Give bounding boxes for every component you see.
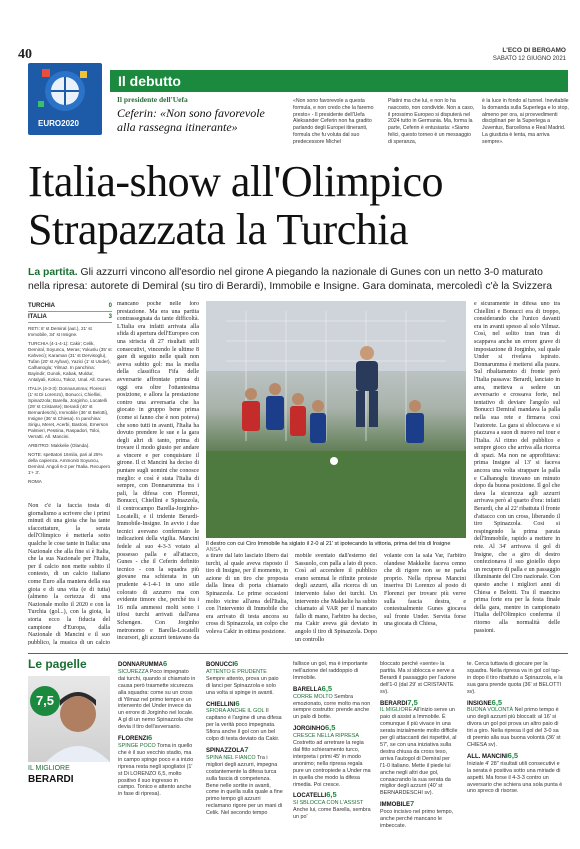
box-kicker: Il presidente dell'Uefa: [117, 95, 188, 104]
section-title: Il debutto: [118, 73, 181, 89]
lineup-turchia: TURCHIA (4-1-4-1): Cakir; Celik, Demiral, Soyuncu, Meras; Yokuslu (35' st Kahveci); Karaman (31' st Dervisoglu), Tufan (20' st Ayhan), Yazici (1' st Under), Calhanoglu; Yilmaz. In panchina: Bayindir, Gunok, Kabak, Muldur, Antalyali, Kokcu, Tokoz, Unal. All. Gunes.: [28, 341, 112, 382]
scorebox: [28, 301, 112, 485]
lineup-italia: ITALIA (4-3-3): Donnarumma; Florenzi (1' st Di Lorenzo), Bonucci, Chiellini, Spinazzola; Barella, Jorginho, Locatelli (29' st Cristante); Berardi (40' st Bernardeschi), Immobile (36' st Belotti), Insigne (36' st Chiesa). In panchina: Sirigu, Meret, Acerbi, Bastoni, Emerson Palmieri, Pessina, Raspadori, Toloi, Verratti. All. Mancini.: [28, 386, 109, 439]
team-row-italia: [28, 312, 112, 323]
photo-caption: [206, 541, 466, 553]
photo-credit: ANSA: [206, 547, 221, 553]
rating-entry: fallisce un gol, ma è importante nell'azione del raddoppio di Immobile.: [293, 661, 368, 681]
referee: ARBITRO: Makkelie (Olanda).: [28, 443, 90, 448]
rating-entry: bloccato perché «sente» la partita. Ma si sblocca e serve a Berardi il passaggio per l'azione dell'1-0 (dal 29' st CRISTANTE sv).: [380, 661, 457, 695]
match-photo-illustration: [206, 301, 466, 538]
standfirst: [28, 266, 558, 294]
ratings-column-5: [467, 661, 563, 841]
rating-entry: IMMOBILE7 Poco incisivo nel primo tempo, anche perché mancano le imbeccate.: [380, 799, 454, 829]
rating-entry: SPINAZZOLA7 SPINA NEL FIANCO Tra i migliori degli azzurri, impegna costantemente la difesa turca sulla fascia di competenza. Bene nelle sortite in avanti, come in quella sulla quale a fine primo tempo gli azzurri reclamano rigore per un mani di Celik. Nel secondo tempo: [206, 744, 283, 817]
headline-line-1: Italia-show all'Olimpico: [28, 157, 444, 206]
article-column-1: Non c'è la faccia tosta di giornalismo a scrivere che i primi minuti di una gioia che ha tante sfaccettature, la serata dell'Olimpico è metterla sotto qualche le cose tante in Italia: una Nazionale che alla fine si è Italia, che la sua Nazionale per l'Italia, per il calcio non mette subito il contesto, di un calcio italiano come Euro alla maniera della sua gioia e di una vita (e di tutta) (almeno la certezza di una Nazionale molto il 2020 e con la Turchia (gol...), con la gioia, la storia ecco la fiducia del campione d'Europa, dalla Nazionale di Mancini e il suo pubblico, la musica di un calcio: [28, 503, 110, 645]
team-score: 0: [108, 303, 112, 309]
rating-entry: CHIELLINI6 SFIORA ANCHE IL GOL Il capitano è l'argine di una difesa per la verità poco impegnata. Sfiora anche il gol con un bel colpo di testa deviato da Cakir.: [206, 698, 282, 743]
issue-date: SABATO 12 GIUGNO 2021: [492, 56, 566, 62]
ratings-column-3: [293, 661, 371, 841]
rating-entry: DONNARUMMA6 SICUREZZA Poco impegnato dai turchi, quando si chiamato in causa però trasmette sicurezza alla squadra: come su un cross di Yilmaz nel primo tempo e un intervento del Under invece da un errore di Jorginho nel locale. A gl di un nemo Spinazzola che devia il tiro dell'avversario.: [118, 661, 196, 731]
running-head: [493, 47, 566, 63]
rating-entry: BERARDI7,5 IL MIGLIORE All'inizio serve un paio di assist a Immobile. È comunque il più vivace in una serata inizialmente molto difficile per gli attaccanti dei rispettivi, al 57', se con una iniziativa sulla destra chiusa da cross teso, arriva l'autogol di Demiral per l'1-0 italiano. Mette il piede lui anche negli altri due gol, consacrando la sua serata da miglior degli azzurri (40' st BERNARDESCHI sv).: [380, 697, 458, 797]
rating-entry: BARELLA6,5 CORRE MOLTO Sembra emozionato, corre molto ma non sempre costrutto: prende anche un palo di botte.: [293, 683, 371, 721]
goals-list: RETI: 8' st Demiral (aut.), 21' st Immobile, 34' st Insigne.: [28, 326, 92, 337]
ratings-column-2: [206, 661, 284, 841]
box-column-3: è la luce in fondo al tunnel. Inevitabile la domanda sulla Superlega e lo stop, almeno per ora, ai provvedimenti disciplinari per la Superlega a Juventus, Barcellona e Real Madrid. La giustizia è lenta, ma arriva sempre».: [482, 98, 569, 145]
best-player-name: BERARDI: [28, 774, 74, 785]
best-player-photo: [28, 676, 110, 762]
rating-entry: INSIGNE6,5 BUONA VOLONTÀ Nel primo tempo è uno degli azzurri più bloccati: al 16' si divora un gol poi prova un altro paio di tiri a giro. Nella ripresa il gol del 3-0 sa di premio alla sua buona volontà (36' st CHIESA sv).: [467, 697, 561, 748]
article-column-5: volante con la sala Var, l'arbitro olandese Makkelie faceva cenno che di rigore non se ne parla proprio. Nella ripresa Mancini inseriva Di Lorenzo al posto di Florenzi per trovare più verve sulla fascia destra, e contestualmente Gunes giocava sul fronte Under. Servita forse una giocata di Chiesa,: [384, 553, 466, 628]
rating-entry: ALL. MANCINI6,5 Iniziale 4' 28'' risultati utili consecutivi e la serata è positiva sotto una miriade di aspetti. Ma forse il 4-3-3 contro un avversario che schiera una sola punta è uno spreco di risorse.: [467, 750, 563, 795]
article-column-2: mancano poche nelle loro prestazione. Ma era una partita contrassegnata da tante difficoltà. L'Italia era infatti arrivata alla sfida di apertura dell'Europeo con una striscia di 27 risultati utili consecutivi, vincendo le ultime 8 gare di seguito nelle quali non aveva subito gol: ma la media della classifica Fifa delle avversarie affrontate prima di oggi era oltre l'ottantesima posizione, e allora la prestazione contro una avversaria che ha giocato in gruppo bene prima (come si fanno che è non poteva) che sono tutti in avanti, l'Italia ha dovuto prendere le sue e la gara degli altri di tanto, prima di trovare il modo giusto per andare a vincere e per conquistare il girone. Il ct Mancini ha deciso di puntare sugli uomini che conosce meglio: e così è stata l'Italia di sempre, con Donnarumma tra i pali, la difesa con Florenzi, Bonucci, Chiellini e Spinazzola, il centrocampo Barella-Jorginho-Locatelli, e il tridente Berardi-Immobile-Insigne. In avvio i due tecnici avevano confermato le indicazioni della vigilia. Mancini fedele al suo 4-3-3 votato al possesso palla e all'attacco, Gunes - che il Ceferin definito tecnico - con la squadra più giovane ma schierata in un prudente 4-1-4-1 in uno stile colorato di azzurro ma con evidente timore che, perché tra i 16 mila ammessi molti sono i tifosi turchi arrivati dall'area Schengen. Con Jorginho metronomo e Barella-Locatelli incursori, gli azzurri tentavano da: [117, 301, 199, 642]
rating-entry: te. Cerca tuttavia di giocare per la squadra. Nella ripresa va in gol col tap-in dopo il tiro ribattuto a Spinazzola, e la sua gara prende quota (36' st BELOTTI sv).: [467, 661, 563, 695]
best-grade-badge: 7,5: [30, 686, 60, 716]
standfirst-lead: La partita.: [28, 267, 78, 278]
rating-entry: BONUCCI6 ATTENTO E PRUDENTE Sempre attento, prova un paio di lanci per Spinazzola e solo una volta si spinge in avanti.: [206, 661, 279, 696]
rating-entry: LOCATELLI6,5 SI SBLOCCA CON L'ASSIST Anche lui, come Barella, sembra un po': [293, 790, 371, 821]
match-notes: NOTE: spettatori 16mila, pari al 25% della capienza. Ammoniti Soyuncu, Demiral. Angoli 6-2 per l'Italia. Recupero 1'+ 3'.: [28, 452, 111, 475]
article-column-4: mobile sventato dall'esterno del Sassuolo, con palla a lato di poco. Così ad accendere il pubblico erano semmai le rifinite proteste degli azzurri, alla ricerca di un intervento falso dei turchi. Un intervento che Makkelie ha subito chiamato al VAR per il mancato fallo di mano, l'arbitro ha deciso, ma Cakir aveva già deviato in angolo il tiro di Spinazzola. Dopo un controllo: [295, 553, 377, 643]
team-name: TURCHIA: [28, 303, 55, 309]
ratings-column-1: [118, 661, 196, 841]
box-column-2: Platini ma che lui, e non lo ha nascosto, non condivide. Non a caso, il prossimo Europeo si disputerà nel 2024 tutto in Germania. Ma, forma la parte, Ceferin è entusiasta: «Siamo felici, questo torneo è un messaggio di speranza,: [388, 98, 475, 145]
section-band: [110, 70, 568, 92]
standfirst-text: Gli azzurri vincono all'esordio nel girone A piegando la nazionale di Gunes con un netto 3-0 maturato nella ripresa: autorete di Demiral (su tiro di Berardi), Immobile e Insigne. Gara dominata, mercoledì c'è la Svizzera: [28, 267, 553, 292]
pagelle-divider: [28, 653, 568, 654]
ratings-column-4: [380, 661, 458, 841]
euro2020-logo: [28, 63, 102, 135]
rating-entry: JORGINHO6,5 CRESCE NELLA RIPRESA Costretto ad arretrare la regia dal fitto schieramento turco, interpreta i primi 45' in modo anonimo; nella ripresa regala pure un contropiede a Under ma in quella che modo la difesa rimedia. Poi cresce.: [293, 723, 371, 788]
article-column-3: a tirare dal lato lasciato libero dai turchi, al quale aveva risposto il tiro di Insigne, per il momento, in azione di un tiro che proposta dalla linea di porta chiamato Spinazzola. Le prime occasioni molto vicine all'area dell'Italia, con l'intervento di Immobile che era arrivato di testa ancora su cross di Spinazzola, un colpo che voleva Cakir in ottima posizione.: [206, 553, 288, 635]
best-player-label: IL MIGLIORE: [28, 765, 70, 772]
logo-text: EURO2020: [38, 119, 79, 128]
dateline: ROMA: [28, 479, 42, 484]
match-photo: [206, 301, 466, 538]
pagelle-title: Le pagelle: [28, 657, 87, 671]
box-headline: Ceferin: «Non sono favorevole alla rassegna itinerante»: [117, 106, 265, 134]
newspaper-name: L'ECO DI BERGAMO: [502, 47, 566, 54]
caption-text: Il destro con cui Ciro Immobile ha siglato il 2-0 al 21' st ipotecando la vittoria, prima del tris di Insigne: [206, 541, 451, 547]
team-score: 3: [108, 314, 112, 320]
box-column-1: «Non sono favorevole a questa formula, e non credo che la faremo presto» - Il presidente dell'Uefa Aleksander Ceferin non ha gradito parlando degli Europei itineranti, formula che fu voluta dal suo predecessore Michel: [293, 98, 374, 145]
main-headline: [28, 158, 558, 254]
team-row-turchia: [28, 301, 112, 312]
article-column-6: e sicuramente in difesa uno tra Chiellini e Bonucci era di troppo, considerando che l'unico davanti era in avanti spesso al solo Yilmaz. Così, nel solito tran tran di scappava anche un errore grave di impostazione di Jorginho, sul quale Under si rivelava ispirato. Donnarumma è mettersi alla paura. Sul ribaltamento di fronte però l'Italia passava: Berardi, lanciato in area, metteva a sedere un avversario e crossava forte, nel tentativo di deviare l'angolo sul Bonucci Demiral mandava la palla nella sua rete e firmava così l'autorete. La gara si sbloccava e si piazzava a suon di nuovo nel tour e l'Italia. Al ritmo del pubblico e sempre gioco che arriva alla ricerca di spazi. Ma non ne approfittava: prima Insigne al 13' si faceva ancora una volta strappare la palla e Calhanoglu tiravano un minuto dopo da buona posizione. Il gol che dava la sicurezza agli azzurri arrivava però al quarto d'ora: infatti Berardi, che al 22' ribattuta il fronte d'attacco con un cross, liberando il tiro Spinazzola. Cosi si respingendo la prima parata dell'Immobile, rapido a mettere in rete. Al 34' arrivava il gol di Insigne, che a giro di destro confezionava il suo gioiello dopo un recupero di palla e un passaggio illuminante del Ciro nazionale. Con questo anche i migliori anni di Chiesa e Belotti. Tra il mancino prima forte era per la festa finale della gara, mentre in campionato l'Italia dell'Olimpico conferma il ritorno alla normalità delle passioni.: [474, 301, 560, 634]
page-number: 40: [18, 47, 32, 62]
team-name: ITALIA: [28, 314, 47, 320]
rating-entry: FLORENZI6 SPINGE POCO Torna in quello che è il suo vecchio stadio, ma in campo spinge poco e a inizio ripresa resta negli spogliatoi (1' st Di LORENZO 6,5, molto positivo il suo ingresso in campo. Tonico e attento anche in fase di ripresa).: [118, 733, 194, 798]
headline-line-2: Strapazzata la Turchia: [28, 205, 408, 254]
